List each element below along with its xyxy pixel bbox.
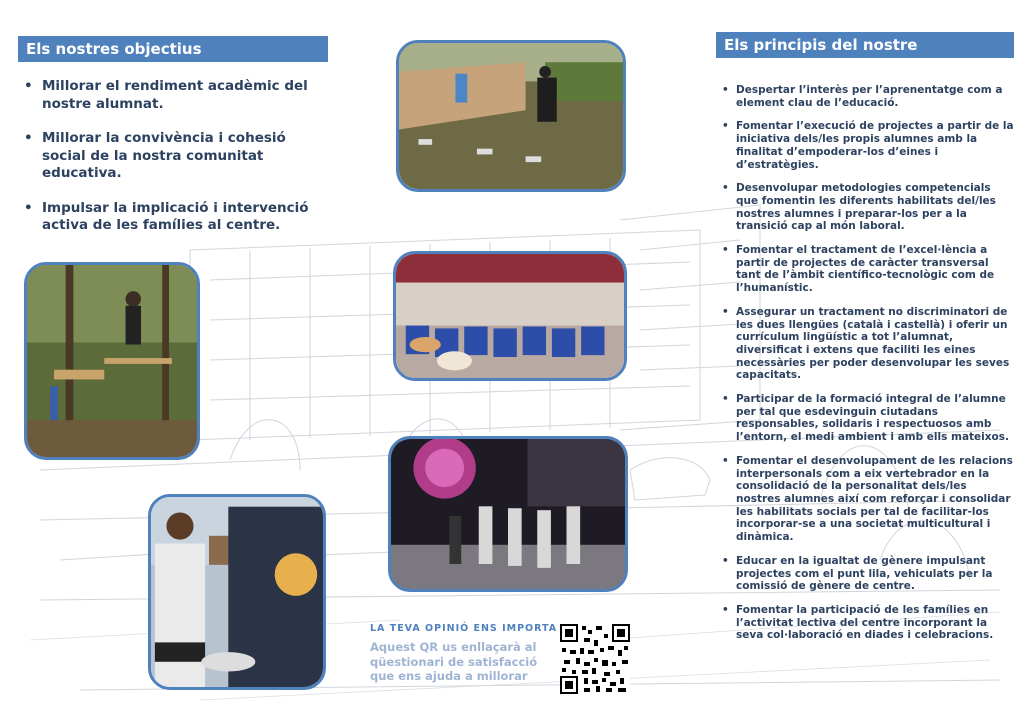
choir-drums-photo <box>393 251 627 381</box>
principle-item: • Fomentar el desenvolupament de les relacions interpersonals com a eix vertebrador en la consolidació de la personalitat dels/les nostres alumnes així com reforçar i consolidar les habilitats socials per tal de facilitar-los incorporar-se a una societat multicultural i dinàmica. <box>722 455 1014 544</box>
drummer-students-photo <box>148 494 326 690</box>
principle-item: • Desenvolupar metodologies competencials que fomentin les diferents habilitats del/les nostres alumnes i preparar-los per a la transició cap al món laboral. <box>722 182 1014 233</box>
feedback-text: Aquest QR us enllaçarà al qüestionari de satisfacció que ens ajuda a millorar <box>370 640 538 683</box>
adventure-park-photo <box>24 262 200 460</box>
museum-visit-photo <box>388 436 628 592</box>
principle-item: • Fomentar el tractament de l’excel·lència a partir de projectes de caràcter transversal tant de l’àmbit científico-tecnològic com de l’humanístic. <box>722 244 1014 295</box>
principle-item: • Fomentar l’execució de projectes a partir de la iniciativa dels/les propis alumnes amb la finalitat d’empoderar-los d’eines i d’estratègies. <box>722 120 1014 171</box>
objective-item: • Millorar la convivència i cohesió social de la nostra comunitat educativa. <box>24 130 324 183</box>
objective-item: • Impulsar la implicació i intervenció activa de les famílies al centre. <box>24 200 324 235</box>
principle-item: • Despertar l’interès per l’aprenentatge com a element clau de l’educació. <box>722 84 1014 109</box>
objectives-heading-text: Els nostres objectius <box>26 40 202 58</box>
objectives-list <box>24 78 324 252</box>
principle-item: • Assegurar un tractament no discriminatori de les dues llengües (català i castellà) i oferir un currículum lingüístic a tot l’alumnat, diversificat i extens que faciliti les eines necessàries per poder desenvolupar les seves capacitats. <box>722 306 1014 382</box>
principles-heading-text: Els principis del nostre <box>724 36 918 54</box>
principle-item: • Educar en la igualtat de gènere impulsant projectes com el punt lila, vehiculats per la comissió de gènere de centre. <box>722 555 1014 593</box>
garden-photo <box>396 40 626 192</box>
feedback-title: LA TEVA OPINIÓ ENS IMPORTA <box>370 623 558 634</box>
principles-list <box>722 84 1014 653</box>
qr-code-icon[interactable] <box>560 624 630 694</box>
principle-item: • Participar de la formació integral de l’alumne per tal que esdevinguin ciutadans responsables, solidaris i respectuosos amb l’entorn, el medi ambient i amb ells mateixos. <box>722 393 1014 444</box>
principles-heading <box>716 32 1014 58</box>
objectives-heading <box>18 36 328 62</box>
objective-item: • Millorar el rendiment acadèmic del nostre alumnat. <box>24 78 324 113</box>
principle-item: • Fomentar la participació de les famílies en l’activitat lectiva del centre incorporant la seva col·laboració en diades i celebracions. <box>722 604 1014 642</box>
